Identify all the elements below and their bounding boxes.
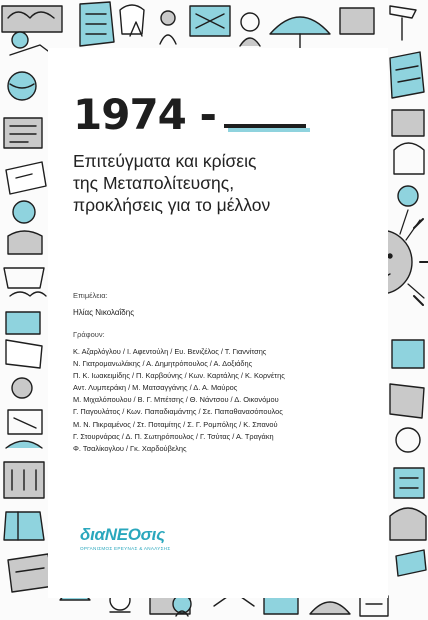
people-illustration bbox=[160, 6, 260, 46]
writers-line: Ν. Γιατρομανωλάκης / Α. Δημητρόπουλος / Α. Δοξιάδης bbox=[73, 359, 253, 369]
writers-line: Μ. Μιχαλόπουλου / Β. Γ. Μπέτσης / Θ. Νάντσου / Δ. Οικονόμου bbox=[73, 395, 279, 405]
right-illustrations bbox=[390, 52, 424, 206]
logo-tagline: ΟΡΓΑΝΙΣΜΟΣ ΕΡΕΥΝΑΣ & ΑΝΑΛΥΣΗΣ bbox=[80, 546, 171, 551]
writers-label: Γράφουν: bbox=[73, 330, 105, 339]
year-text: 1974 - 1974 - bbox=[73, 94, 216, 136]
left-illustrations bbox=[4, 72, 46, 540]
writers-line: Π. Κ. Ιωακειμίδης / Π. Καρβούνης / Κων. Καρτάλης / Κ. Κορνέτης bbox=[73, 371, 285, 381]
writers-line: Κ. Αζαρλόγλου / Ι. Αφεντούλη / Ευ. Βενιζέλος / Τ. Γιαννίτσης bbox=[73, 347, 267, 356]
writers-line: Αντ. Λυμπεράκη / Μ. Ματσαγγάνης / Δ. Α. Μαύρος bbox=[73, 383, 238, 393]
writers-line: Γ. Στουρνάρας / Δ. Π. Σωτηρόπουλος / Γ. Τσύτας / Α. Τραγάκη bbox=[73, 431, 274, 441]
writers-list bbox=[73, 346, 373, 455]
subtitle-line: προκλήσεις για το μέλλον bbox=[73, 195, 271, 215]
building-illustration bbox=[80, 2, 144, 46]
editor-label: Επιμέλεια: bbox=[73, 291, 108, 300]
writers-line: Φ. Τσαλίκογλου / Γκ. Χαρδούβελης bbox=[73, 443, 187, 453]
logo-name: διαNEOσις bbox=[80, 525, 165, 544]
editor-name: Ηλίας Νικολαΐδης bbox=[73, 308, 135, 317]
subtitle bbox=[73, 150, 373, 216]
subtitle-line: Επιτεύγματα και κρίσεις bbox=[73, 151, 257, 171]
subtitle-line: της Μεταπολίτευσης, bbox=[73, 173, 235, 193]
writers-line: Γ. Παγουλάτος / Κων. Παπαδιαμάντης / Σε. Παπαθανασόπουλος bbox=[73, 407, 283, 417]
title-blank-line bbox=[224, 124, 306, 128]
dianeosis-logo bbox=[80, 525, 171, 551]
title-year bbox=[73, 88, 306, 139]
umbrella-illustration bbox=[270, 6, 416, 48]
writers-line: Μ. Ν. Πικραμένος / Στ. Ποταμίτης / Σ. Γ. Ρομπόλης / Κ. Σπανού bbox=[73, 419, 278, 429]
right-lower-illustrations bbox=[390, 340, 426, 576]
